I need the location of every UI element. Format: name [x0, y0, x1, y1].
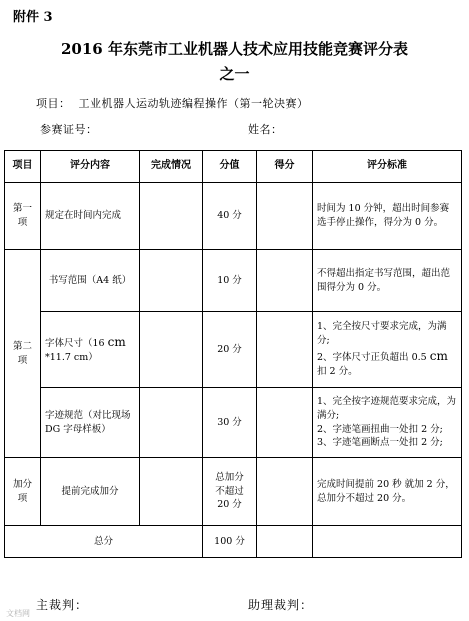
item-cell: 加分项 — [5, 458, 41, 526]
table-row — [5, 458, 462, 526]
content-text: 字体尺寸（16 — [45, 337, 105, 349]
project-line — [36, 95, 309, 111]
score-cell — [257, 250, 313, 312]
criteria-line: 1、完全按尺寸要求完成，为满分; — [317, 321, 447, 346]
content-cell — [41, 312, 140, 388]
content-text: *11.7 cm） — [45, 352, 98, 364]
table-row — [5, 250, 462, 312]
criteria-line: 1、完全按字迹规范要求完成，为满分; — [317, 395, 457, 421]
points-cell: 30 分 — [203, 388, 257, 458]
table-row — [5, 183, 462, 250]
assistant-judge-label: 助理裁判： — [248, 598, 314, 612]
content-cell: 规定在时间内完成 — [41, 183, 140, 250]
criteria-line: 扣 2 分。 — [317, 366, 358, 378]
header-item: 项目 — [5, 151, 41, 183]
content-cell: 书写范围（A4 纸） — [41, 250, 140, 312]
header-content: 评分内容 — [41, 151, 140, 183]
total-row — [5, 526, 462, 558]
header-points: 分值 — [203, 151, 257, 183]
points-cell: 40 分 — [203, 183, 257, 250]
criteria-line: 2、字体尺寸正负超出 0.5 cm — [317, 348, 448, 363]
name-label: 姓名： — [248, 123, 283, 136]
criteria-cell: 时间为 10 分钟，超出时间参赛选手停止操作，得分为 0 分。 — [313, 183, 462, 250]
header-score: 得分 — [257, 151, 313, 183]
page-subtitle: 之一 — [219, 65, 250, 83]
criteria-cell: 完成时间提前 20 秒 就加 2 分，总加分不超过 20 分。 — [313, 458, 462, 526]
criteria-cell: 不得超出指定书写范围，超出范围得分为 0 分。 — [313, 250, 462, 312]
completion-cell — [140, 458, 203, 526]
watermark-logo: 文档网 — [6, 609, 30, 618]
points-cell: 10 分 — [203, 250, 257, 312]
completion-cell — [140, 250, 203, 312]
score-cell — [257, 458, 313, 526]
points-cell: 20 分 — [203, 312, 257, 388]
completion-cell — [140, 312, 203, 388]
criteria-cell — [313, 388, 462, 458]
table-row — [5, 312, 462, 388]
points-cell: 总加分 不超过 20 分 — [203, 458, 257, 526]
page-title: 2016 年东莞市工业机器人技术应用技能竞赛评分表 — [61, 40, 408, 58]
project-label: 项目： — [36, 97, 71, 110]
table-row — [5, 388, 462, 458]
completion-cell — [140, 388, 203, 458]
score-cell — [257, 388, 313, 458]
score-cell — [257, 183, 313, 250]
header-completion: 完成情况 — [140, 151, 203, 183]
score-cell — [257, 312, 313, 388]
content-cell: 字迹规范（对比现场 DG 字母样板） — [41, 388, 140, 458]
table-header-row — [5, 151, 462, 183]
total-score-cell — [257, 526, 313, 558]
total-label: 总分 — [5, 526, 203, 558]
content-cell: 提前完成加分 — [41, 458, 140, 526]
criteria-line: 2、字迹笔画扭曲一处扣 2 分; — [317, 423, 443, 435]
header-criteria: 评分标准 — [313, 151, 462, 183]
attachment-label: 附件 3 — [13, 10, 53, 25]
chief-judge-label: 主裁判： — [36, 598, 89, 612]
total-value: 100 分 — [203, 526, 257, 558]
scoring-table — [4, 150, 462, 558]
project-value: 工业机器人运动轨迹编程操作（第一轮决赛） — [78, 97, 309, 110]
item-cell: 第二项 — [5, 250, 41, 458]
total-criteria-cell — [313, 526, 462, 558]
content-unit: cm — [107, 334, 126, 349]
item-cell: 第一项 — [5, 183, 41, 250]
criteria-cell — [313, 312, 462, 388]
completion-cell — [140, 183, 203, 250]
criteria-line: 3、字迹笔画断点一处扣 2 分; — [317, 437, 443, 449]
cert-number-label: 参赛证号： — [40, 123, 98, 136]
